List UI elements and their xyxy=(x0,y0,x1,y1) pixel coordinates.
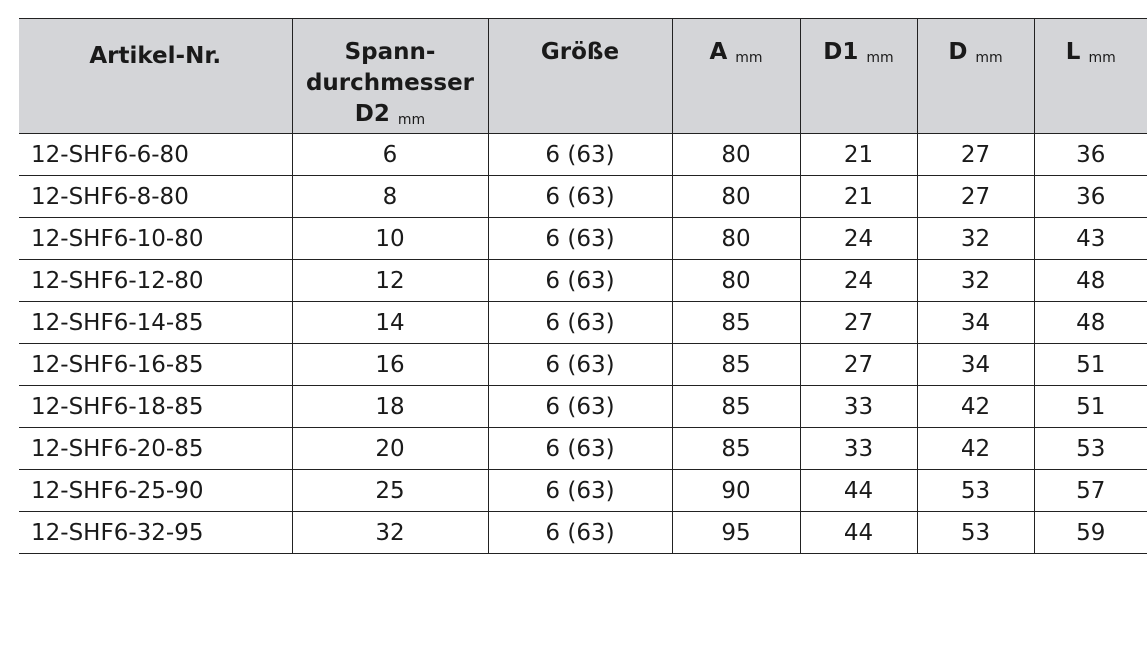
table-row xyxy=(19,344,1147,386)
header-groesse xyxy=(488,19,672,134)
cell-d: 42 xyxy=(917,428,1034,470)
header-row xyxy=(19,19,1147,134)
header-d xyxy=(917,19,1034,134)
table-row xyxy=(19,470,1147,512)
header-a xyxy=(672,19,800,134)
cell-d1: 21 xyxy=(800,176,917,218)
cell-d1: 44 xyxy=(800,470,917,512)
cell-spanndurchmesser: 8 xyxy=(292,176,488,218)
cell-d1: 27 xyxy=(800,344,917,386)
header-spanndurchmesser xyxy=(292,19,488,134)
header-d1-label: D1 xyxy=(823,39,859,65)
cell-groesse: 6 (63) xyxy=(488,260,672,302)
cell-d1: 21 xyxy=(800,134,917,176)
cell-d: 53 xyxy=(917,470,1034,512)
cell-d1: 24 xyxy=(800,260,917,302)
cell-groesse: 6 (63) xyxy=(488,176,672,218)
table-row xyxy=(19,134,1147,176)
cell-artikel-nr: 12-SHF6-12-80 xyxy=(19,260,292,302)
header-d1-unit: mm xyxy=(866,50,894,66)
cell-spanndurchmesser: 32 xyxy=(292,512,488,554)
cell-d: 27 xyxy=(917,134,1034,176)
cell-a: 95 xyxy=(672,512,800,554)
cell-d: 34 xyxy=(917,302,1034,344)
header-d-label: D xyxy=(948,39,968,65)
cell-d: 32 xyxy=(917,218,1034,260)
table-body xyxy=(19,134,1147,554)
cell-d: 32 xyxy=(917,260,1034,302)
header-spann-line1: Spann- xyxy=(344,39,436,65)
cell-spanndurchmesser: 16 xyxy=(292,344,488,386)
cell-l: 36 xyxy=(1034,134,1147,176)
cell-l: 48 xyxy=(1034,260,1147,302)
cell-spanndurchmesser: 12 xyxy=(292,260,488,302)
header-artikel-label: Artikel-Nr. xyxy=(89,43,222,69)
header-spann-unit: mm xyxy=(397,112,426,128)
table-row xyxy=(19,302,1147,344)
header-l-unit: mm xyxy=(1088,50,1116,66)
table-row xyxy=(19,260,1147,302)
cell-l: 59 xyxy=(1034,512,1147,554)
header-spann-d2: D2 xyxy=(354,101,390,127)
cell-artikel-nr: 12-SHF6-20-85 xyxy=(19,428,292,470)
cell-a: 85 xyxy=(672,428,800,470)
cell-d: 53 xyxy=(917,512,1034,554)
table-row xyxy=(19,386,1147,428)
cell-l: 51 xyxy=(1034,344,1147,386)
header-artikel-nr xyxy=(19,19,292,134)
cell-groesse: 6 (63) xyxy=(488,470,672,512)
cell-l: 53 xyxy=(1034,428,1147,470)
cell-groesse: 6 (63) xyxy=(488,302,672,344)
cell-groesse: 6 (63) xyxy=(488,134,672,176)
cell-groesse: 6 (63) xyxy=(488,344,672,386)
cell-a: 85 xyxy=(672,302,800,344)
table-row xyxy=(19,176,1147,218)
cell-a: 85 xyxy=(672,344,800,386)
cell-d: 42 xyxy=(917,386,1034,428)
cell-spanndurchmesser: 10 xyxy=(292,218,488,260)
header-a-label: A xyxy=(709,39,728,65)
cell-a: 80 xyxy=(672,218,800,260)
cell-a: 80 xyxy=(672,176,800,218)
cell-spanndurchmesser: 6 xyxy=(292,134,488,176)
cell-a: 85 xyxy=(672,386,800,428)
header-d1 xyxy=(800,19,917,134)
cell-artikel-nr: 12-SHF6-8-80 xyxy=(19,176,292,218)
cell-artikel-nr: 12-SHF6-16-85 xyxy=(19,344,292,386)
cell-groesse: 6 (63) xyxy=(488,428,672,470)
spec-table xyxy=(19,18,1147,554)
cell-spanndurchmesser: 14 xyxy=(292,302,488,344)
header-spann-line2: durchmesser xyxy=(305,70,475,96)
header-groesse-label: Größe xyxy=(540,39,620,65)
cell-l: 51 xyxy=(1034,386,1147,428)
cell-spanndurchmesser: 18 xyxy=(292,386,488,428)
cell-groesse: 6 (63) xyxy=(488,218,672,260)
cell-spanndurchmesser: 20 xyxy=(292,428,488,470)
cell-a: 80 xyxy=(672,260,800,302)
table-row xyxy=(19,428,1147,470)
cell-l: 48 xyxy=(1034,302,1147,344)
cell-spanndurchmesser: 25 xyxy=(292,470,488,512)
header-spann-line3 xyxy=(293,99,488,133)
cell-artikel-nr: 12-SHF6-25-90 xyxy=(19,470,292,512)
cell-d1: 33 xyxy=(800,428,917,470)
cell-artikel-nr: 12-SHF6-10-80 xyxy=(19,218,292,260)
table-row xyxy=(19,218,1147,260)
cell-a: 90 xyxy=(672,470,800,512)
header-l-label: L xyxy=(1065,39,1081,65)
cell-a: 80 xyxy=(672,134,800,176)
cell-groesse: 6 (63) xyxy=(488,386,672,428)
cell-l: 36 xyxy=(1034,176,1147,218)
cell-groesse: 6 (63) xyxy=(488,512,672,554)
cell-artikel-nr: 12-SHF6-6-80 xyxy=(19,134,292,176)
header-d-unit: mm xyxy=(975,50,1003,66)
header-l xyxy=(1034,19,1147,134)
cell-d1: 24 xyxy=(800,218,917,260)
cell-artikel-nr: 12-SHF6-18-85 xyxy=(19,386,292,428)
cell-d1: 44 xyxy=(800,512,917,554)
cell-d1: 33 xyxy=(800,386,917,428)
cell-d: 34 xyxy=(917,344,1034,386)
table-row xyxy=(19,512,1147,554)
cell-artikel-nr: 12-SHF6-14-85 xyxy=(19,302,292,344)
cell-d: 27 xyxy=(917,176,1034,218)
cell-l: 43 xyxy=(1034,218,1147,260)
cell-l: 57 xyxy=(1034,470,1147,512)
cell-d1: 27 xyxy=(800,302,917,344)
cell-artikel-nr: 12-SHF6-32-95 xyxy=(19,512,292,554)
header-a-unit: mm xyxy=(735,50,763,66)
